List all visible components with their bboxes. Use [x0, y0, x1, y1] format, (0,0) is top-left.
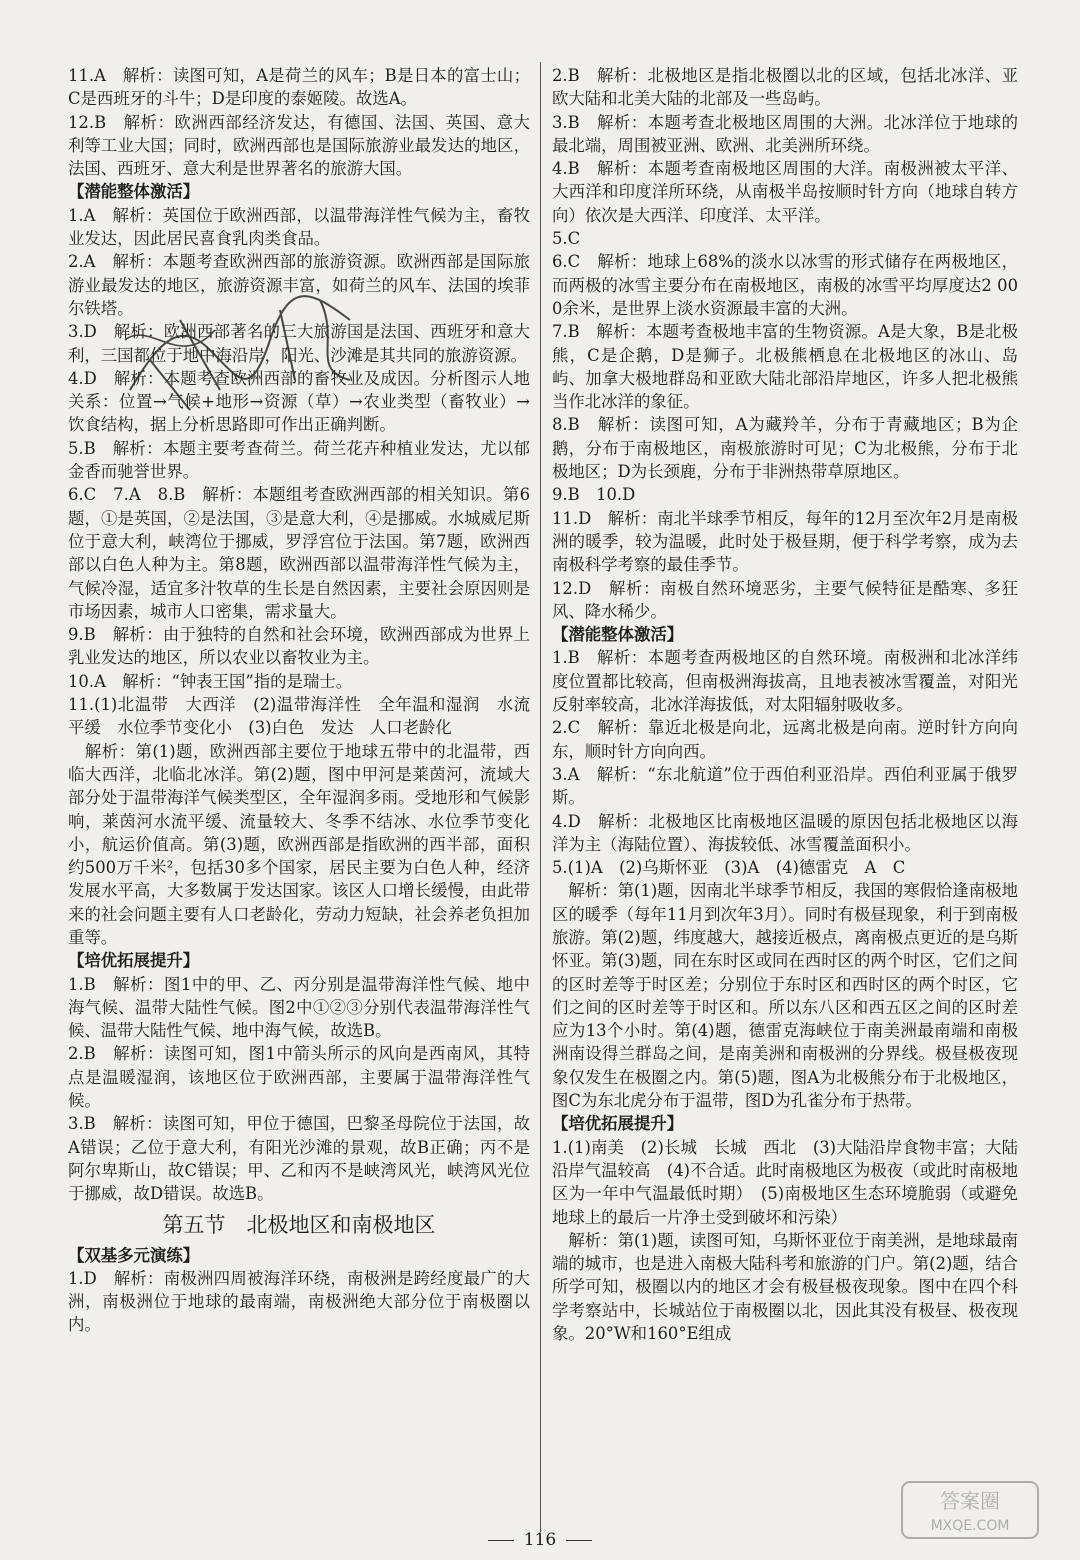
- section-heading: 【潜能整体激活】: [552, 625, 684, 645]
- answer-item: 1.(1)南美 (2)长城 长城 西北 (3)大陆沿岸食物丰富；大陆沿岸气温较高 (4)不合适。此时南极地区为极夜（或此时南极地区为一年中气温最低时期） (5)南极地区生态环境脆弱（或避免地球上的最后一片净土受到破坏和污染）: [552, 1137, 1018, 1227]
- svg-text:MXQE.COM: MXQE.COM: [930, 1518, 1010, 1534]
- answer-item: 1.B 解析：本题考查两极地区的自然环境。南极洲和北冰洋纬度位置都比较高，但南极洲海拔高，且地表被冰雪覆盖，对阳光反射率较高，北冰洋海拔低，对太阳辐射吸收多。: [552, 648, 1018, 715]
- answer-item: 12.D 解析：南极自然环境恶劣，主要气候特征是酷寒、多狂风、降水稀少。: [552, 578, 1018, 621]
- answer-item: 6.C 7.A 8.B 解析：本题组考查欧洲西部的相关知识。第6题，①是英国，②是法国，③是意大利，④是挪威。水城威尼斯位于意大利，峡湾位于挪威，罗浮宫位于法国。第7题，欧洲西部以白色人种为主。第8题，欧洲西部以温带海洋性气候为主，气候冷湿，适宜多汁牧草的生长是自然因素，主要社会原因则是市场因素，城市人口密集，需求量大。: [68, 485, 530, 621]
- answer-item: 4.B 解析：本题考查南极地区周围的大洋。南极洲被太平洋、大西洋和印度洋所环绕，从南极半岛按顺时针方向（地球自转方向）依次是大西洋、印度洋、太平洋。: [552, 159, 1018, 225]
- answer-item: 5.C: [552, 229, 581, 249]
- answer-item: 4.D 解析：北极地区比南极地区温暖的原因包括北极地区以海洋为主（海陆位置）、海拔较低、冰雪覆盖面积小。: [552, 811, 1018, 854]
- answer-item: 解析：第(1)题，读图可知，乌斯怀亚位于南美洲，是地球最南端的城市，也是进入南极大陆科考和旅游的门户。第(2)题，结合所学可知，极圈以内的地区才会有极昼极夜现象。图中在四个科学考察站中，长城站位于南极圈以北，因此其没有极昼、极夜现象。20°W和160°E组成: [552, 1230, 1018, 1344]
- answer-item: 2.B 解析：读图可知，图1中箭头所示的风向是西南风，其特点是温暖湿润，该地区位于欧洲西部，主要属于温带海洋性气候。: [68, 1044, 530, 1111]
- answer-item: 解析：第(1)题，因南北半球季节相反，我国的寒假恰逢南极地区的暖季（每年11月到次年3月）。同时有极昼现象，利于到南极旅游。第(2)题，纬度越大，越接近极点，离南极点更近的是乌斯怀亚。第(3)题，同在东时区或同在西时区的两个时区，它们之间的区时差等于时区差；分别位于东时区和西时区的两个时区，它们之间的区时差等于时区和。所以东八区和西五区之间的区时差应为13个小时。第(4)题，德雷克海峡位于南美洲最南端和南极洲南设得兰群岛之间，是南美洲和南极洲的分界线。极昼极夜现象仅发生在极圈之内。第(5)题，图A为北极熊分布于北极地区，图C为东北虎分布于温带，图D为孔雀分布于热带。: [552, 881, 1018, 1111]
- section-heading: 【培优拓展提升】: [68, 951, 200, 971]
- answer-item: 1.B 解析：图1中的甲、乙、丙分别是温带海洋性气候、地中海气候、温带大陆性气候。图2中①②③分别代表温带海洋性气候、温带大陆性气候、地中海气候，故选B。: [68, 974, 530, 1041]
- answer-item: 2.C 解析：靠近北极是向北，远离北极是向南。逆时针方向向东，顺时针方向向西。: [552, 718, 1018, 761]
- page-number-text: 116: [523, 1530, 557, 1550]
- answer-item: 解析：第(1)题，欧洲西部主要位于地球五带中的北温带，西临大西洋，北临北冰洋。第(2)题，图中甲河是莱茵河，流域大部分处于温带海洋气候类型区，全年湿润多雨。受地形和气候影响，莱茵河水流平缓、流量较大、冬季不结冰、水位季节变化小，航运价值高。第(3)题，欧洲西部是指欧洲的西半部，面积约500万千米²，包括30多个国家，居民主要为白色人种，经济发展水平高，大多数属于发达国家。该区人口增长缓慢，由此带来的社会问题主要有人口老龄化，劳动力短缺，社会养老负担加重等。: [68, 741, 530, 947]
- answer-item: 1.D 解析：南极洲四周被海洋环绕，南极洲是跨经度最广的大洲，南极洲位于地球的最南端，南极洲绝大部分位于南极圈以内。: [68, 1268, 530, 1335]
- svg-text:答案圈: 答案圈: [940, 1489, 1000, 1513]
- answer-item: 9.B 解析：由于独特的自然和社会环境，欧洲西部成为世界上乳业发达的地区，所以农业以畜牧业为主。: [68, 625, 530, 668]
- column-divider: [540, 62, 541, 1532]
- answer-item: 5.(1)A (2)乌斯怀亚 (3)A (4)德雷克 A C: [552, 858, 906, 878]
- section-heading: 【培优拓展提升】: [552, 1114, 684, 1134]
- section-heading: 【潜能整体激活】: [68, 182, 200, 202]
- answer-item: 4.D 解析：本题考查欧洲西部的畜牧业及成因。分析图示人地关系：位置→气候+地形→资源（草）→农业类型（畜牧业）→饮食结构，据上分析思路即可作出正确判断。: [68, 368, 530, 435]
- answer-item: 11.(1)北温带 大西洋 (2)温带海洋性 全年温和湿润 水流平缓 水位季节变化小 (3)白色 发达 人口老龄化: [68, 695, 530, 738]
- left-column: [68, 64, 530, 1337]
- watermark-logo: [900, 1480, 1040, 1540]
- answer-item: 8.B 解析：读图可知，A为藏羚羊，分布于青藏地区；B为企鹅，分布于南极地区，南极旅游时可见；C为北极熊，分布于北极地区；D为长颈鹿，分布于非洲热带草原地区。: [552, 415, 1018, 482]
- answer-item: 5.B 解析：本题主要考查荷兰。荷兰花卉种植业发达，尤以郁金香而驰誉世界。: [68, 438, 530, 482]
- answer-item: 2.B 解析：北极地区是指北极圈以北的区域，包括北冰洋、亚欧大陆和北美大陆的北部及一些岛屿。: [552, 66, 1018, 109]
- answer-item: 3.A 解析：“东北航道”位于西伯利亚沿岸。西伯利亚属于俄罗斯。: [552, 764, 1018, 808]
- chapter-title: 第五节 北极地区和南极地区: [162, 1212, 436, 1237]
- handwritten-scribble: [120, 280, 370, 420]
- answer-item: 6.C 解析：地球上68%的淡水以冰雪的形式储存在两极地区，而两极的冰雪主要分布在南极地区，南极的冰雪平均厚度达2 000余米，是世界上淡水资源最丰富的大洲。: [552, 252, 1018, 318]
- answer-item: 12.B 解析：欧洲西部经济发达，有德国、法国、英国、意大利等工业大国；同时，欧洲西部也是国际旅游业最发达的地区，法国、西班牙、意大利是世界著名的旅游大国。: [68, 112, 530, 179]
- answer-item: 2.A 解析：本题考查欧洲西部的旅游资源。欧洲西部是国际旅游业最发达的地区，旅游资源丰富，如荷兰的风车、法国的埃菲尔铁塔。: [68, 252, 530, 318]
- answer-item: 11.A 解析：读图可知，A是荷兰的风车；B是日本的富士山；C是西班牙的斗牛；D是印度的泰姬陵。故选A。: [68, 66, 530, 109]
- right-column: [552, 64, 1018, 1345]
- answer-item: 7.B 解析：本题考查极地丰富的生物资源。A是大象，B是北极熊，C是企鹅，D是狮子。北极熊栖息在北极地区的冰山、岛屿、加拿大极地群岛和亚欧大陆北部沿岸地区，许多人把北极熊当作北冰洋的象征。: [552, 322, 1018, 412]
- answer-item: 1.A 解析：英国位于欧洲西部，以温带海洋性气候为主，畜牧业发达，因此居民喜食乳肉类食品。: [68, 205, 530, 249]
- answer-item: 9.B 10.D: [552, 485, 636, 505]
- answer-item: 10.A 解析：“钟表王国”指的是瑞士。: [68, 671, 353, 691]
- answer-item: 3.D 解析：欧洲西部著名的三大旅游国是法国、西班牙和意大利，三国都位于地中海沿岸，阳光、沙滩是其共同的旅游资源。: [68, 322, 530, 365]
- answer-item: 3.B 解析：读图可知，甲位于德国，巴黎圣母院位于法国，故A错误；乙位于意大利，有阳光沙滩的景观，故B正确；丙不是阿尔卑斯山，故C错误；甲、乙和丙不是峡湾风光，峡湾风光位于挪威，故D错误。故选B。: [68, 1114, 530, 1204]
- answer-item: 11.D 解析：南北半球季节相反，每年的12月至次年2月是南极洲的暖季，较为温暖，此时处于极昼期，便于科学考察，成为去南极科学考察的最佳季节。: [552, 508, 1018, 575]
- answer-item: 3.B 解析：本题考查北极地区周围的大洲。北冰洋位于地球的最北端，周围被亚洲、欧洲、北美洲所环绕。: [552, 112, 1018, 155]
- section-heading: 【双基多元演练】: [68, 1245, 200, 1265]
